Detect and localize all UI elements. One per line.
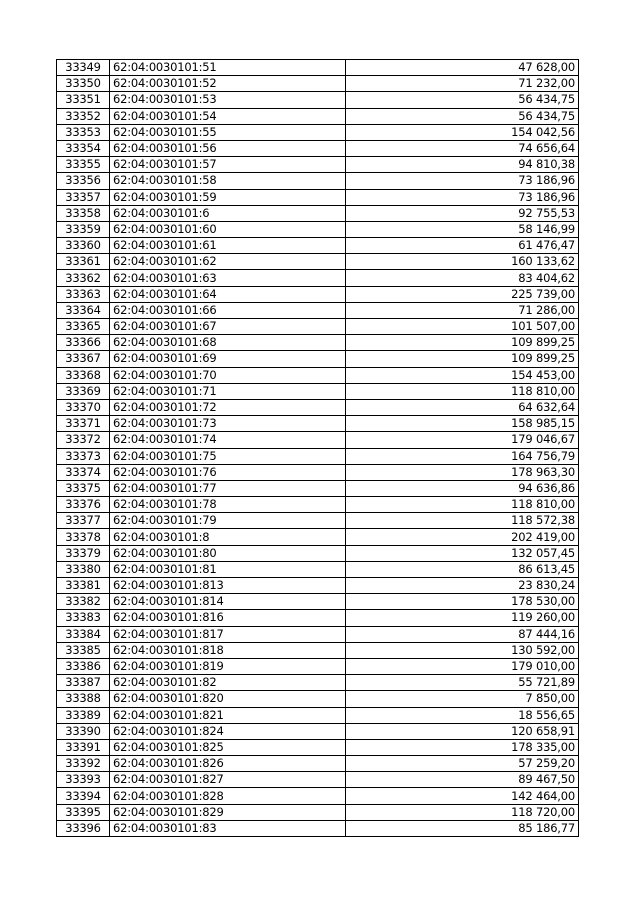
row-number-cell: 33387 (57, 675, 110, 691)
cadastral-value-cell: 83 404,62 (346, 270, 579, 286)
table-row (57, 480, 579, 496)
cadastral-number-cell: 62:04:0030101:824 (110, 723, 346, 739)
table-row (57, 788, 579, 804)
table-row (57, 286, 579, 302)
cadastral-number-cell: 62:04:0030101:817 (110, 626, 346, 642)
row-number-cell: 33385 (57, 642, 110, 658)
row-number-cell: 33350 (57, 76, 110, 92)
table-row (57, 416, 579, 432)
table-row (57, 335, 579, 351)
cadastral-value-cell: 158 985,15 (346, 416, 579, 432)
cadastral-value-cell: 119 260,00 (346, 610, 579, 626)
table-row (57, 238, 579, 254)
table-row (57, 723, 579, 739)
cadastral-value-cell: 179 046,67 (346, 432, 579, 448)
row-number-cell: 33395 (57, 804, 110, 820)
cadastral-value-cell: 57 259,20 (346, 756, 579, 772)
table-row (57, 319, 579, 335)
cadastral-number-cell: 62:04:0030101:81 (110, 561, 346, 577)
cadastral-value-cell: 154 453,00 (346, 367, 579, 383)
cadastral-number-cell: 62:04:0030101:83 (110, 820, 346, 836)
cadastral-number-cell: 62:04:0030101:814 (110, 594, 346, 610)
row-number-cell: 33375 (57, 480, 110, 496)
cadastral-number-cell: 62:04:0030101:71 (110, 383, 346, 399)
row-number-cell: 33391 (57, 739, 110, 755)
row-number-cell: 33382 (57, 594, 110, 610)
table-row (57, 367, 579, 383)
row-number-cell: 33379 (57, 545, 110, 561)
cadastral-number-cell: 62:04:0030101:56 (110, 140, 346, 156)
cadastral-value-cell: 56 434,75 (346, 108, 579, 124)
row-number-cell: 33371 (57, 416, 110, 432)
cadastral-value-cell: 58 146,99 (346, 221, 579, 237)
cadastral-value-cell: 89 467,50 (346, 772, 579, 788)
table-row (57, 302, 579, 318)
cadastral-number-cell: 62:04:0030101:821 (110, 707, 346, 723)
table-row (57, 432, 579, 448)
cadastral-value-cell: 73 186,96 (346, 189, 579, 205)
table-row (57, 739, 579, 755)
table-row (57, 140, 579, 156)
cadastral-number-cell: 62:04:0030101:79 (110, 513, 346, 529)
cadastral-value-cell: 56 434,75 (346, 92, 579, 108)
row-number-cell: 33358 (57, 205, 110, 221)
cadastral-number-cell: 62:04:0030101:64 (110, 286, 346, 302)
table-row (57, 124, 579, 140)
cadastral-value-cell: 164 756,79 (346, 448, 579, 464)
table-row (57, 399, 579, 415)
cadastral-value-cell: 109 899,25 (346, 335, 579, 351)
cadastral-number-cell: 62:04:0030101:80 (110, 545, 346, 561)
row-number-cell: 33366 (57, 335, 110, 351)
row-number-cell: 33372 (57, 432, 110, 448)
table-row (57, 351, 579, 367)
row-number-cell: 33373 (57, 448, 110, 464)
cadastral-value-cell: 178 963,30 (346, 464, 579, 480)
cadastral-value-cell: 86 613,45 (346, 561, 579, 577)
cadastral-number-cell: 62:04:0030101:69 (110, 351, 346, 367)
cadastral-value-cell: 118 572,38 (346, 513, 579, 529)
row-number-cell: 33357 (57, 189, 110, 205)
cadastral-number-cell: 62:04:0030101:51 (110, 60, 346, 76)
cadastral-number-cell: 62:04:0030101:819 (110, 658, 346, 674)
table-row (57, 804, 579, 820)
cadastral-value-cell: 47 628,00 (346, 60, 579, 76)
row-number-cell: 33376 (57, 497, 110, 513)
row-number-cell: 33396 (57, 820, 110, 836)
row-number-cell: 33362 (57, 270, 110, 286)
cadastral-number-cell: 62:04:0030101:6 (110, 205, 346, 221)
table-row (57, 157, 579, 173)
row-number-cell: 33393 (57, 772, 110, 788)
cadastral-number-cell: 62:04:0030101:8 (110, 529, 346, 545)
row-number-cell: 33381 (57, 578, 110, 594)
table-row (57, 578, 579, 594)
cadastral-number-cell: 62:04:0030101:75 (110, 448, 346, 464)
row-number-cell: 33363 (57, 286, 110, 302)
cadastral-value-cell: 87 444,16 (346, 626, 579, 642)
cadastral-number-cell: 62:04:0030101:828 (110, 788, 346, 804)
cadastral-number-cell: 62:04:0030101:66 (110, 302, 346, 318)
cadastral-number-cell: 62:04:0030101:55 (110, 124, 346, 140)
row-number-cell: 33360 (57, 238, 110, 254)
cadastral-value-cell: 64 632,64 (346, 399, 579, 415)
cadastral-value-cell: 85 186,77 (346, 820, 579, 836)
row-number-cell: 33383 (57, 610, 110, 626)
row-number-cell: 33388 (57, 691, 110, 707)
row-number-cell: 33368 (57, 367, 110, 383)
cadastral-number-cell: 62:04:0030101:78 (110, 497, 346, 513)
cadastral-number-cell: 62:04:0030101:82 (110, 675, 346, 691)
table-row (57, 76, 579, 92)
row-number-cell: 33394 (57, 788, 110, 804)
cadastral-value-cell: 178 335,00 (346, 739, 579, 755)
row-number-cell: 33355 (57, 157, 110, 173)
cadastral-value-cell: 74 656,64 (346, 140, 579, 156)
cadastral-value-cell: 118 720,00 (346, 804, 579, 820)
row-number-cell: 33367 (57, 351, 110, 367)
cadastral-number-cell: 62:04:0030101:74 (110, 432, 346, 448)
cadastral-number-cell: 62:04:0030101:63 (110, 270, 346, 286)
cadastral-value-cell: 23 830,24 (346, 578, 579, 594)
cadastral-number-cell: 62:04:0030101:813 (110, 578, 346, 594)
row-number-cell: 33389 (57, 707, 110, 723)
cadastral-number-cell: 62:04:0030101:76 (110, 464, 346, 480)
cadastral-value-cell: 7 850,00 (346, 691, 579, 707)
cadastral-value-table (56, 59, 579, 837)
cadastral-number-cell: 62:04:0030101:58 (110, 173, 346, 189)
table-row (57, 254, 579, 270)
cadastral-value-cell: 178 530,00 (346, 594, 579, 610)
cadastral-number-cell: 62:04:0030101:73 (110, 416, 346, 432)
cadastral-number-cell: 62:04:0030101:816 (110, 610, 346, 626)
table-row (57, 448, 579, 464)
row-number-cell: 33384 (57, 626, 110, 642)
table-row (57, 561, 579, 577)
cadastral-number-cell: 62:04:0030101:52 (110, 76, 346, 92)
table-row (57, 60, 579, 76)
cadastral-number-cell: 62:04:0030101:54 (110, 108, 346, 124)
table-row (57, 691, 579, 707)
cadastral-number-cell: 62:04:0030101:826 (110, 756, 346, 772)
row-number-cell: 33365 (57, 319, 110, 335)
row-number-cell: 33349 (57, 60, 110, 76)
table-row (57, 92, 579, 108)
cadastral-number-cell: 62:04:0030101:67 (110, 319, 346, 335)
cadastral-number-cell: 62:04:0030101:59 (110, 189, 346, 205)
row-number-cell: 33370 (57, 399, 110, 415)
row-number-cell: 33359 (57, 221, 110, 237)
row-number-cell: 33354 (57, 140, 110, 156)
row-number-cell: 33353 (57, 124, 110, 140)
table-row (57, 675, 579, 691)
cadastral-value-cell: 142 464,00 (346, 788, 579, 804)
cadastral-value-cell: 130 592,00 (346, 642, 579, 658)
cadastral-number-cell: 62:04:0030101:57 (110, 157, 346, 173)
table-body (57, 60, 579, 837)
cadastral-value-cell: 160 133,62 (346, 254, 579, 270)
cadastral-value-cell: 179 010,00 (346, 658, 579, 674)
cadastral-number-cell: 62:04:0030101:53 (110, 92, 346, 108)
cadastral-value-cell: 118 810,00 (346, 383, 579, 399)
row-number-cell: 33380 (57, 561, 110, 577)
cadastral-value-cell: 92 755,53 (346, 205, 579, 221)
row-number-cell: 33351 (57, 92, 110, 108)
cadastral-number-cell: 62:04:0030101:820 (110, 691, 346, 707)
table-row (57, 707, 579, 723)
table-row (57, 497, 579, 513)
table-row (57, 383, 579, 399)
cadastral-number-cell: 62:04:0030101:829 (110, 804, 346, 820)
table-row (57, 772, 579, 788)
table-row (57, 610, 579, 626)
cadastral-value-cell: 109 899,25 (346, 351, 579, 367)
cadastral-number-cell: 62:04:0030101:70 (110, 367, 346, 383)
row-number-cell: 33374 (57, 464, 110, 480)
cadastral-value-cell: 202 419,00 (346, 529, 579, 545)
table-row (57, 173, 579, 189)
cadastral-value-cell: 94 636,86 (346, 480, 579, 496)
cadastral-value-cell: 225 739,00 (346, 286, 579, 302)
cadastral-value-cell: 118 810,00 (346, 497, 579, 513)
cadastral-value-cell: 154 042,56 (346, 124, 579, 140)
row-number-cell: 33352 (57, 108, 110, 124)
cadastral-number-cell: 62:04:0030101:818 (110, 642, 346, 658)
row-number-cell: 33392 (57, 756, 110, 772)
table-row (57, 270, 579, 286)
table-row (57, 513, 579, 529)
table-row (57, 642, 579, 658)
table-row (57, 626, 579, 642)
row-number-cell: 33361 (57, 254, 110, 270)
table-row (57, 529, 579, 545)
row-number-cell: 33386 (57, 658, 110, 674)
cadastral-value-cell: 71 232,00 (346, 76, 579, 92)
row-number-cell: 33377 (57, 513, 110, 529)
cadastral-value-cell: 61 476,47 (346, 238, 579, 254)
row-number-cell: 33390 (57, 723, 110, 739)
table-row (57, 756, 579, 772)
cadastral-number-cell: 62:04:0030101:827 (110, 772, 346, 788)
table-row (57, 658, 579, 674)
cadastral-value-cell: 71 286,00 (346, 302, 579, 318)
cadastral-number-cell: 62:04:0030101:62 (110, 254, 346, 270)
cadastral-number-cell: 62:04:0030101:60 (110, 221, 346, 237)
cadastral-number-cell: 62:04:0030101:77 (110, 480, 346, 496)
row-number-cell: 33356 (57, 173, 110, 189)
cadastral-number-cell: 62:04:0030101:72 (110, 399, 346, 415)
row-number-cell: 33378 (57, 529, 110, 545)
row-number-cell: 33369 (57, 383, 110, 399)
cadastral-number-cell: 62:04:0030101:68 (110, 335, 346, 351)
cadastral-value-cell: 73 186,96 (346, 173, 579, 189)
cadastral-value-cell: 120 658,91 (346, 723, 579, 739)
table-row (57, 221, 579, 237)
table-row (57, 464, 579, 480)
table-row (57, 189, 579, 205)
table-row (57, 594, 579, 610)
table-row (57, 205, 579, 221)
cadastral-value-cell: 18 556,65 (346, 707, 579, 723)
cadastral-number-cell: 62:04:0030101:825 (110, 739, 346, 755)
row-number-cell: 33364 (57, 302, 110, 318)
table-row (57, 820, 579, 836)
cadastral-value-cell: 101 507,00 (346, 319, 579, 335)
cadastral-number-cell: 62:04:0030101:61 (110, 238, 346, 254)
cadastral-value-cell: 94 810,38 (346, 157, 579, 173)
table-row (57, 545, 579, 561)
table-row (57, 108, 579, 124)
cadastral-value-cell: 55 721,89 (346, 675, 579, 691)
cadastral-value-cell: 132 057,45 (346, 545, 579, 561)
